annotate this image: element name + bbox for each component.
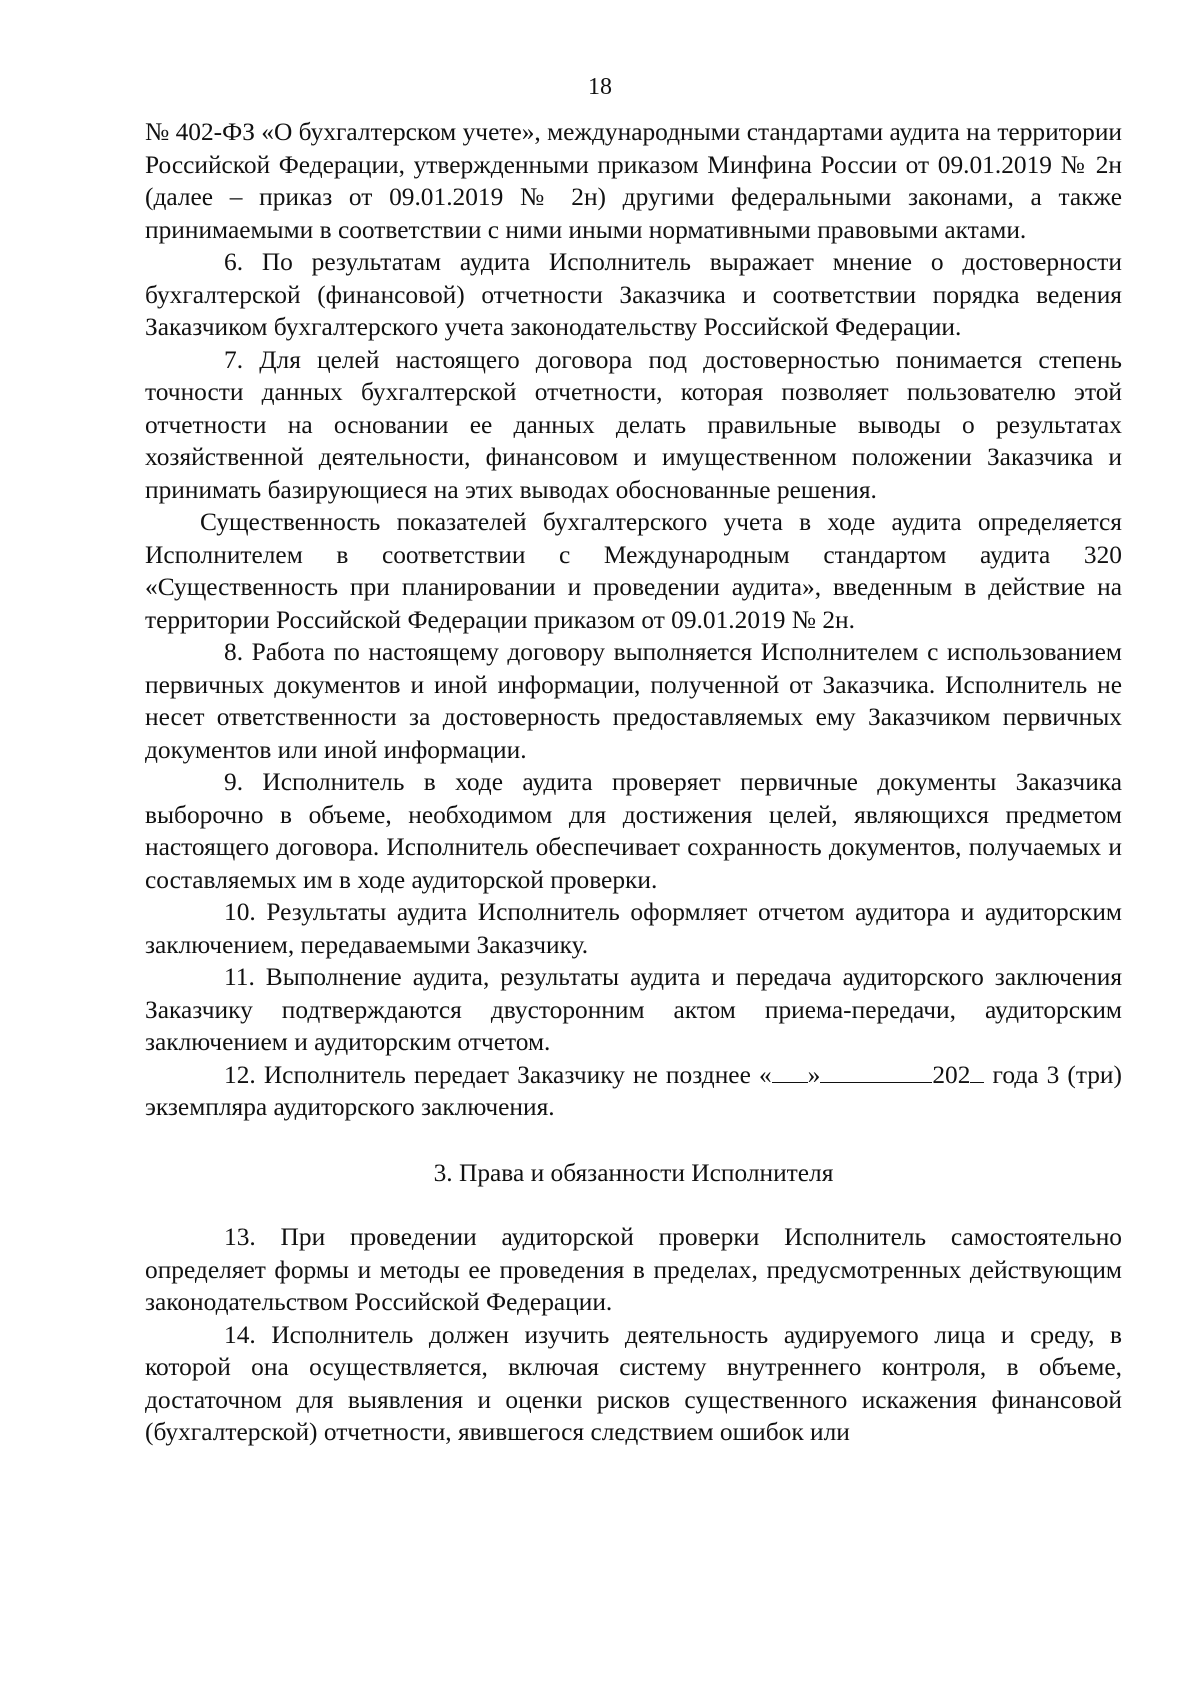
paragraph-7: 7. Для целей настоящего договора под достоверностью понимается степень точности данных бухгалтерской отчетности, которая позволяет пользователю этой отчетности на основании ее данных делать правильные выводы о результатах хозяйственной деятельности, финансовом и имущественном положении Заказчика и принимать базирующиеся на этих выводах обоснованные решения. xyxy=(145,345,1122,504)
section-heading: 3. Права и обязанности Исполнителя xyxy=(433,1158,834,1187)
paragraph-continuation: № 402-ФЗ «О бухгалтерском учете», международными стандартами аудита на территории Российской Федерации, утвержденными приказом Минфина России от 09.01.2019 № 2н (далее – приказ от 09.01.2019 № 2н) другими федеральными законами, а также принимаемыми в соответствии с ними иными нормативными правовыми актами. xyxy=(145,118,1122,244)
paragraph-12-text-end: года 3 (три) экземпляра аудиторского заключения. xyxy=(145,1060,1122,1121)
paragraph-10: 10. Результаты аудита Исполнитель оформляет отчетом аудитора и аудиторским заключением, передаваемыми Заказчику. xyxy=(145,898,1122,959)
paragraph-6: 6. По результатам аудита Исполнитель выражает мнение о достоверности бухгалтерской (финансовой) отчетности Заказчика и соответствии порядка ведения Заказчиком бухгалтерского учета законодательству Российской Федерации. xyxy=(145,248,1122,341)
paragraph-materiality: Существенность показателей бухгалтерского учета в ходе аудита определяется Исполнителем в соответствии с Международным стандартом аудита 320 «Существенность при планировании и проведении аудита», введенным в действие на территории Российской Федерации приказом от 09.01.2019 № 2н. xyxy=(145,508,1122,634)
paragraph-12 xyxy=(145,1059,1122,1124)
paragraph-8: 8. Работа по настоящему договору выполняется Исполнителем с использованием первичных документов и иной информации, полученной от Заказчика. Исполнитель не несет ответственности за достоверность предоставляемых ему Заказчиком первичных документов или иной информации. xyxy=(145,638,1122,764)
day-blank xyxy=(772,1060,808,1083)
paragraph-12-year: 202 xyxy=(932,1060,971,1089)
paragraph-12-text-start: 12. Исполнитель передает Заказчику не позднее « xyxy=(224,1060,772,1089)
month-blank xyxy=(820,1060,932,1083)
paragraph-14: 14. Исполнитель должен изучить деятельность аудируемого лица и среду, в которой она осуществляется, включая систему внутреннего контроля, в объеме, достаточном для выявления и оценки рисков существенного искажения финансовой (бухгалтерской) отчетности, явившегося следствием ошибок или xyxy=(145,1320,1122,1446)
page-number: 18 xyxy=(588,74,612,100)
paragraph-11: 11. Выполнение аудита, результаты аудита и передача аудиторского заключения Заказчику подтверждаются двусторонним актом приема-передачи, аудиторским заключением и аудиторским отчетом. xyxy=(145,963,1122,1056)
document-body xyxy=(145,116,1122,1449)
paragraph-13: 13. При проведении аудиторской проверки Исполнитель самостоятельно определяет формы и методы ее проведения в пределах, предусмотренных действующим законодательством Российской Федерации. xyxy=(145,1223,1122,1316)
paragraph-9: 9. Исполнитель в ходе аудита проверяет первичные документы Заказчика выборочно в объеме, необходимом для достижения целей, являющихся предметом настоящего договора. Исполнитель обеспечивает сохранность документов, получаемых и составляемых им в ходе аудиторской проверки. xyxy=(145,768,1122,894)
paragraph-12-quote-close: » xyxy=(807,1060,821,1089)
year-digit-blank xyxy=(970,1060,984,1083)
